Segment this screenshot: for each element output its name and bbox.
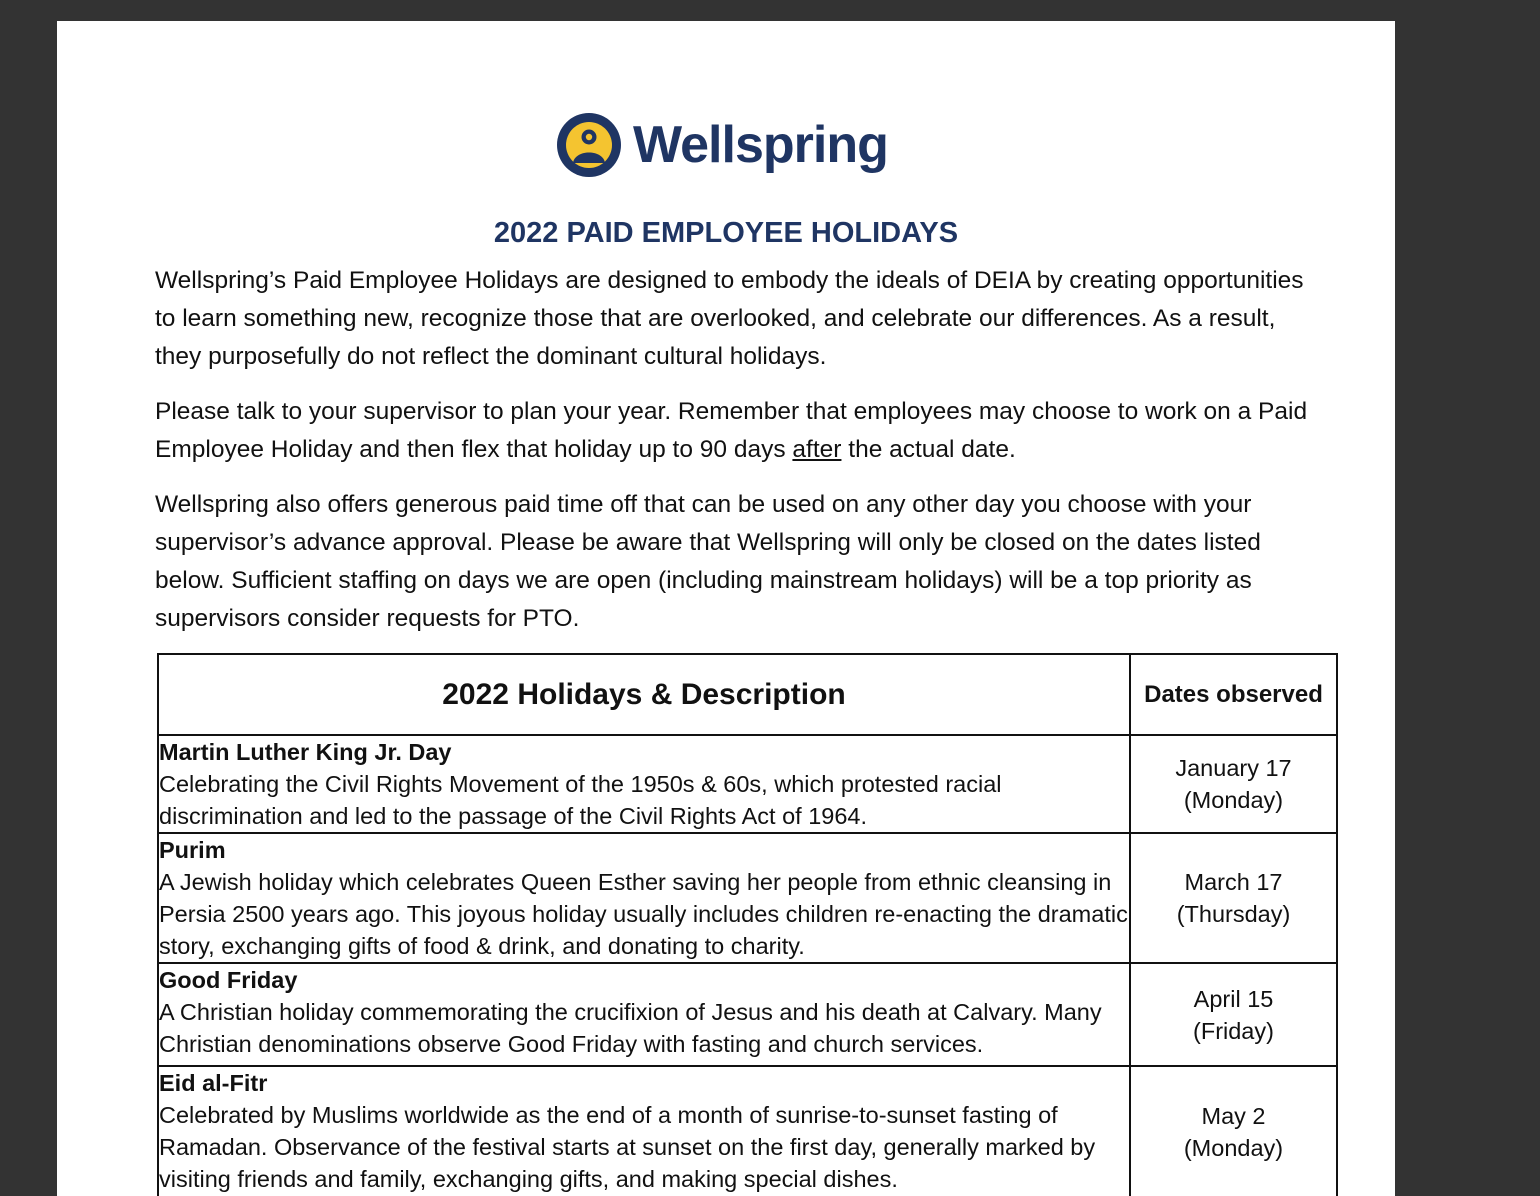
holiday-name: Martin Luther King Jr. Day (159, 739, 452, 765)
holiday-description: Celebrated by Muslims worldwide as the end of a month of sunrise-to-sunset fasting of Ramadan. Observance of the festival starts at sunset on the first day, generally marked by visiting friends and family, exchanging gifts, and making special dishes. (159, 1102, 1096, 1192)
holiday-description-cell (158, 1066, 1130, 1196)
header-dates: Dates observed (1130, 654, 1337, 735)
holiday-date-cell (1130, 1066, 1337, 1196)
holiday-description-cell (158, 833, 1130, 963)
header-description: 2022 Holidays & Description (158, 654, 1130, 735)
table-row (158, 1066, 1337, 1196)
holiday-weekday: (Thursday) (1176, 901, 1291, 927)
wellspring-emblem-icon (555, 111, 623, 179)
page-title: 2022 PAID EMPLOYEE HOLIDAYS (493, 217, 959, 249)
holiday-name: Eid al-Fitr (159, 1070, 268, 1096)
holiday-date: January 17 (1175, 755, 1292, 781)
underlined-after: after (792, 436, 842, 463)
holiday-date-cell (1130, 963, 1337, 1066)
wellspring-logo (555, 105, 888, 185)
holiday-description: Celebrating the Civil Rights Movement of the 1950s & 60s, which protested racial discrimination and led to the passage of the Civil Rights Act of 1964. (159, 771, 1002, 829)
supervisor-text-start: Please talk to your supervisor to plan your year. Remember that employees may choose to work on a Paid Employee Holiday and then flex that holiday up to 90 days (155, 398, 1308, 463)
holiday-weekday: (Friday) (1193, 1017, 1274, 1044)
supervisor-text-end: the actual date. (841, 436, 1016, 463)
table-row (158, 735, 1337, 833)
holidays-table (157, 653, 1338, 1196)
logo-wordmark: Wellspring (633, 116, 888, 174)
table-row (158, 963, 1337, 1066)
holiday-date: April 15 (1193, 985, 1274, 1012)
table-header-row (158, 654, 1337, 735)
table-row (158, 833, 1337, 963)
holiday-weekday: (Monday) (1183, 1135, 1284, 1161)
holiday-description-cell (158, 735, 1130, 833)
holiday-date: May 2 (1201, 1103, 1266, 1129)
holiday-description-cell (158, 963, 1130, 1066)
supervisor-paragraph (155, 393, 1315, 469)
holiday-name: Good Friday (159, 967, 298, 993)
pto-paragraph: Wellspring also offers generous paid time off that can be used on any other day you choose with your supervisor’s advance approval. Please be aware that Wellspring will only be closed on the dates listed below. Sufficient staffing on days we are open (including mainstream holidays) will be a top priority as supervisors consider requests for PTO. (155, 491, 1261, 632)
intro-paragraph: Wellspring’s Paid Employee Holidays are designed to embody the ideals of DEIA by creating opportunities to learn something new, recognize those that are overlooked, and celebrate our differences. As a result, they purposefully do not reflect the dominant cultural holidays. (155, 267, 1304, 370)
holiday-date-cell (1130, 735, 1337, 833)
holiday-date: March 17 (1184, 869, 1283, 895)
holiday-date-cell (1130, 833, 1337, 963)
holiday-weekday: (Monday) (1183, 787, 1284, 813)
document-page (57, 21, 1395, 1196)
holiday-name: Purim (159, 837, 226, 863)
holiday-description: A Jewish holiday which celebrates Queen Esther saving her people from ethnic cleansing in Persia 2500 years ago. This joyous holiday usually includes children re-enacting the dramatic story, exchanging gifts of food & drink, and donating to charity. (159, 869, 1128, 959)
holiday-description: A Christian holiday commemorating the crucifixion of Jesus and his death at Calvary. Many Christian denominations observe Good Friday with fasting and church services. (159, 999, 1102, 1057)
